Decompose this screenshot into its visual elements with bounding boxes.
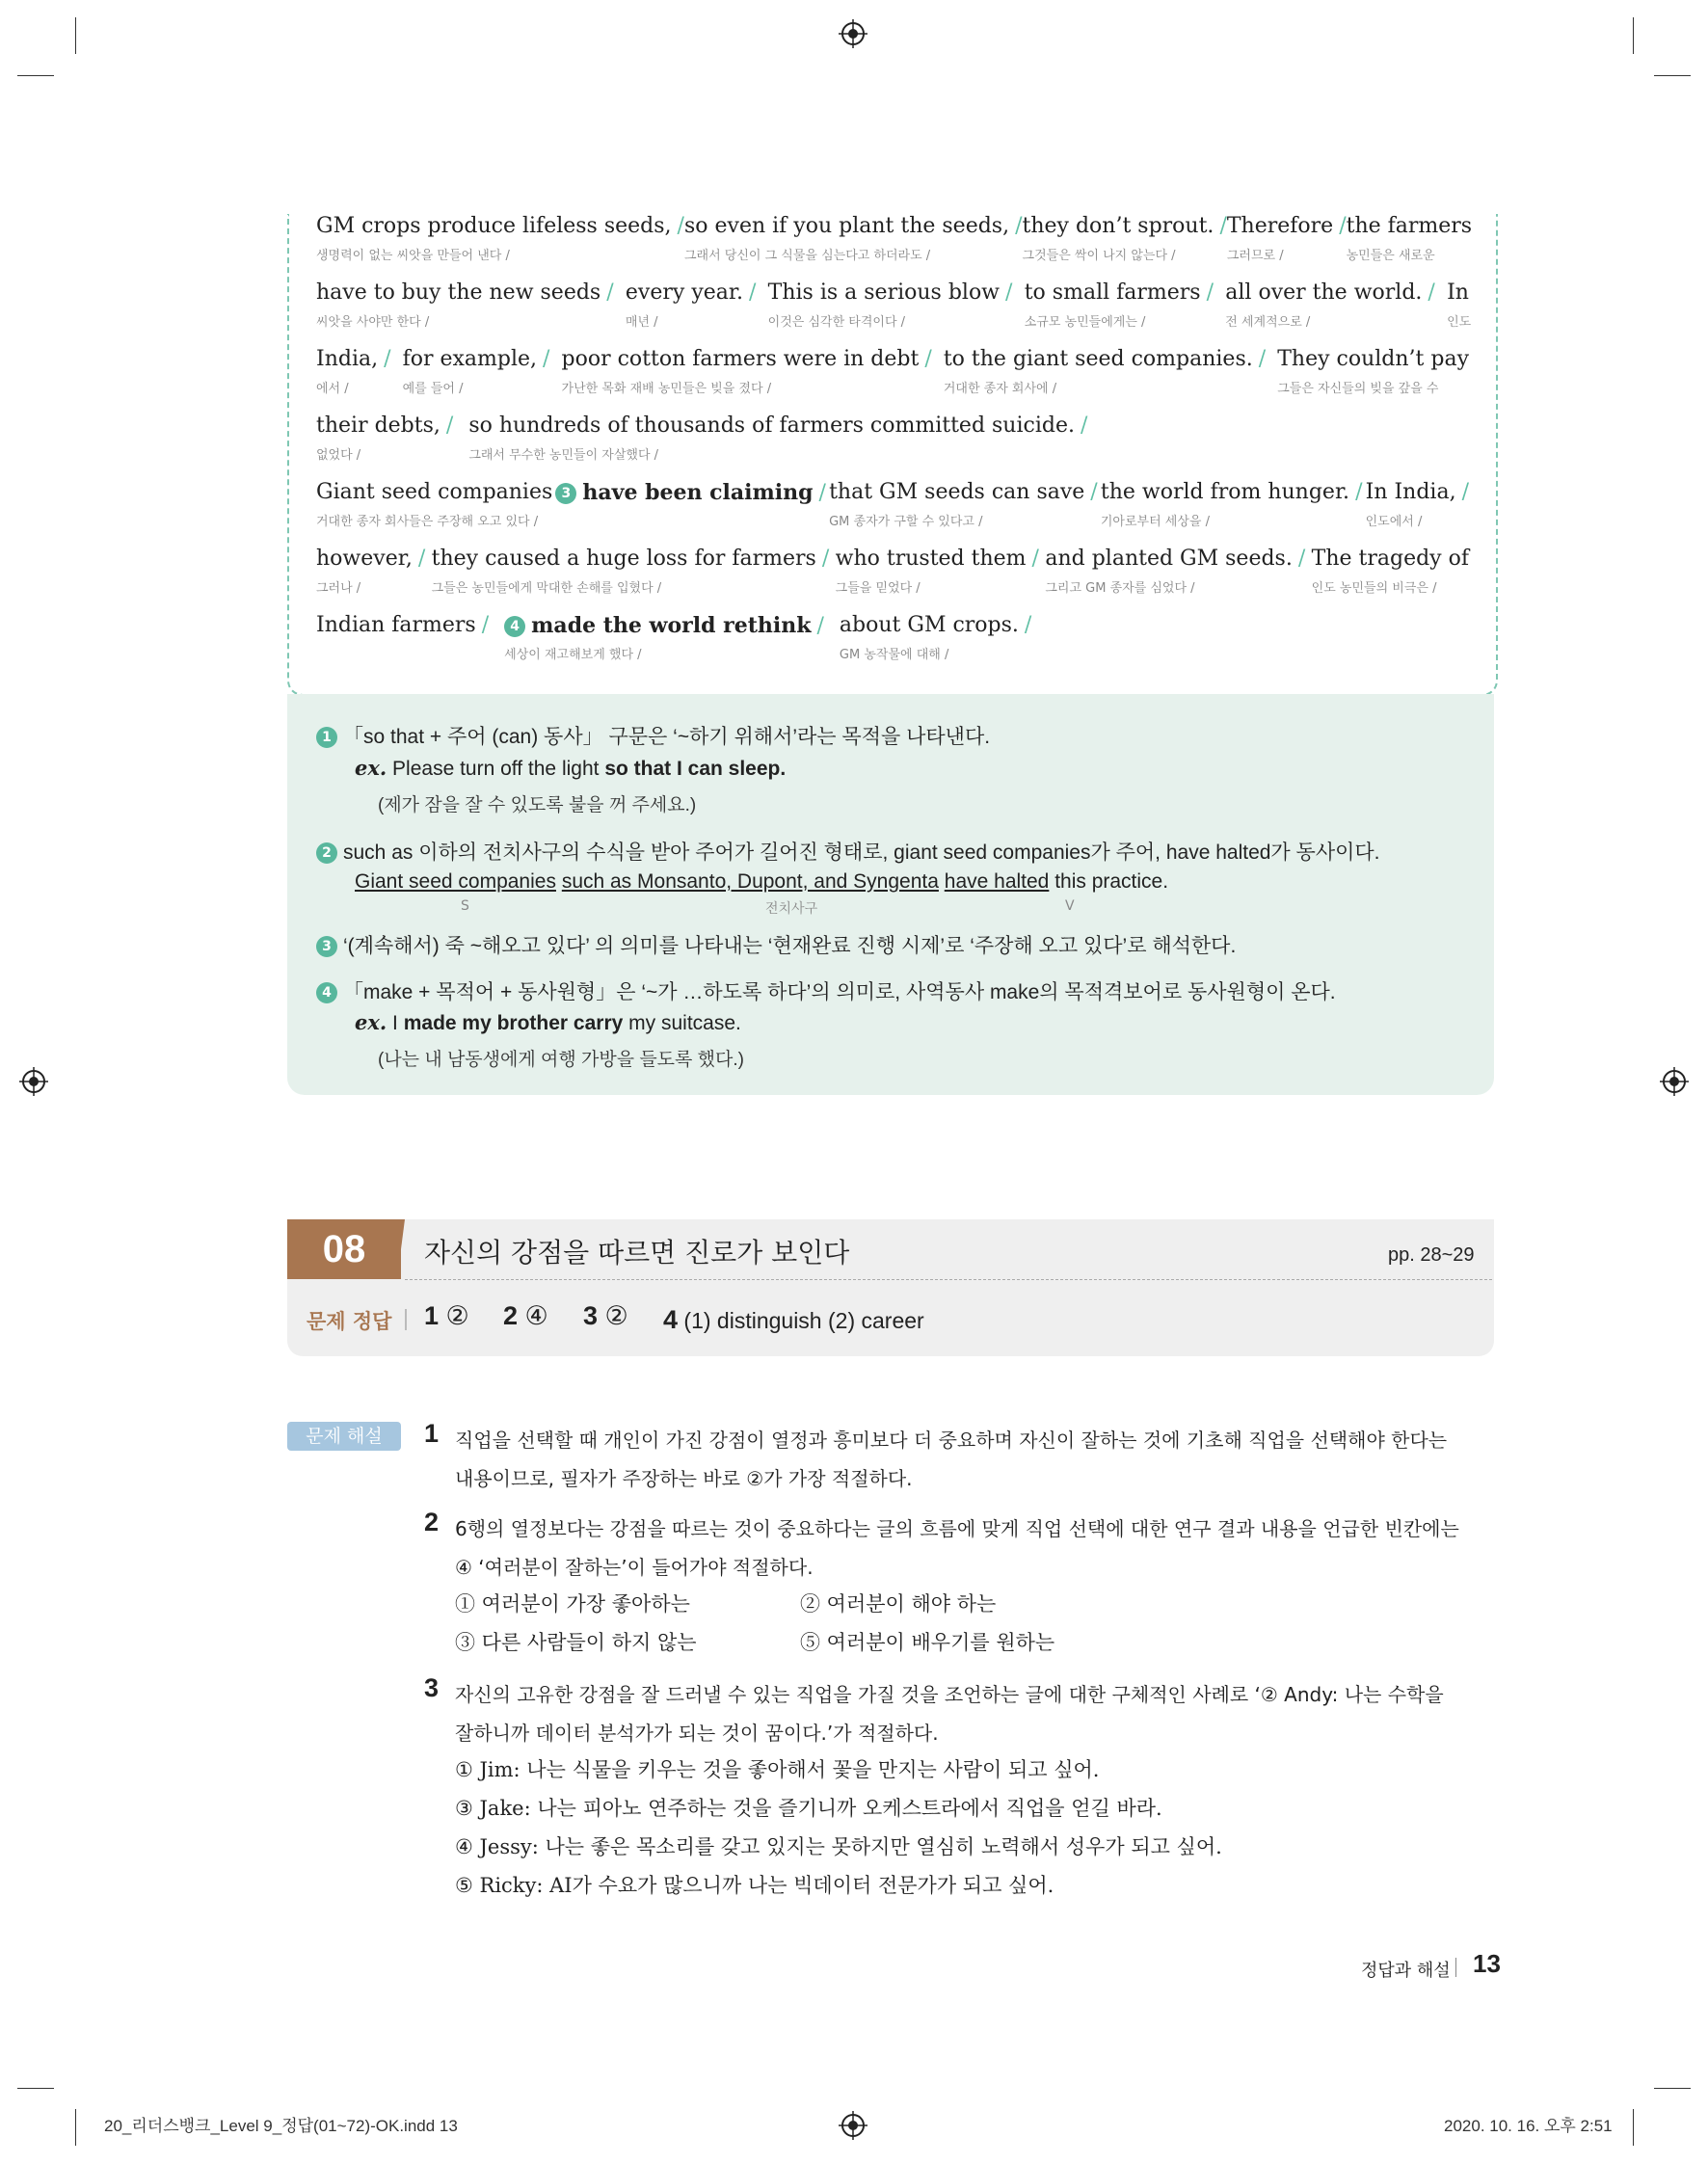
crop-mark — [1633, 17, 1634, 54]
note-text: 「make + 목적어 + 동사원형」은 ‘~가 …하도록 하다’의 의미로, 사역동사 make의 목적격보어로 동사원형이 온다. — [343, 981, 1336, 1003]
reading-line — [316, 281, 1472, 330]
note-3 — [316, 930, 1236, 959]
option-text: ② 여러분이 해야 하는 — [800, 1592, 997, 1616]
korean-gloss: GM 농작물에 대해 / — [839, 648, 949, 662]
reading-chunk — [316, 613, 489, 638]
answer-value: ② — [445, 1301, 469, 1330]
reading-line — [316, 214, 1473, 263]
english-chunk: so even if you plant the seeds, — [683, 214, 1010, 238]
reading-chunk — [555, 480, 826, 505]
example-highlight: so that I can sleep. — [604, 758, 787, 780]
example-text: Please turn off the light — [392, 758, 605, 780]
section-pages: pp. 28~29 — [1388, 1244, 1475, 1266]
chunk-divider: / — [1355, 480, 1363, 504]
print-slug: 20_리더스뱅크_Level 9_정답(01~72)-OK.indd 13 — [104, 2117, 458, 2135]
korean-gloss: GM 종자가 구할 수 있다고 / — [829, 515, 983, 529]
english-chunk: that GM seeds can save — [829, 480, 1085, 504]
verb-label: V — [1065, 898, 1075, 914]
korean-gloss: 가난한 목화 재배 농민들은 빚을 졌다 / — [561, 382, 772, 396]
registration-mark-icon — [1660, 1067, 1689, 1096]
chunk-divider: / — [481, 613, 490, 637]
verb-phrase: have halted — [944, 870, 1050, 893]
korean-gloss: 인도에서 / — [1365, 515, 1423, 529]
reading-chunk — [839, 613, 1032, 662]
english-chunk: GM crops produce lifeless seeds, — [316, 214, 672, 238]
english-chunk: so hundreds of thousands of farmers committed suicide. — [468, 414, 1075, 438]
chunk-divider: / — [677, 214, 684, 238]
reading-chunk — [1226, 214, 1347, 263]
korean-gloss: 소규모 농민들에게는 / — [1024, 315, 1146, 330]
reading-chunk — [1100, 480, 1363, 529]
example-text: my suitcase. — [623, 1012, 741, 1034]
reading-line — [316, 347, 1469, 396]
example-highlight: made my brother carry — [403, 1012, 624, 1034]
note-4-example — [355, 1010, 741, 1035]
explanation-text: 잘하니까 데이터 분석가가 되는 것이 꿈이다.’가 적절하다. — [455, 1722, 939, 1745]
crop-mark — [17, 2088, 54, 2089]
chunk-divider: / — [1031, 547, 1039, 571]
explanation-text: 자신의 고유한 강점을 잘 드러낼 수 있는 직업을 가질 것을 조언하는 글에 대한 구체적인 사례로 ‘② Andy: 나는 수학을 — [455, 1683, 1444, 1706]
korean-gloss: 거대한 종자 회사에 / — [943, 382, 1057, 396]
chunk-divider: / — [1428, 281, 1435, 305]
note-text: such as 이하의 전치사구의 수식을 받아 주어가 길어진 형태로, giant seed companies가 주어, have halted가 동사이다. — [343, 842, 1380, 864]
english-chunk: The tragedy of — [1311, 547, 1469, 571]
korean-gloss: 그러나 / — [316, 581, 361, 596]
english-chunk: to the giant seed companies. — [943, 347, 1253, 371]
chunk-divider: / — [1090, 480, 1098, 504]
english-chunk: every year. — [625, 281, 743, 305]
english-chunk: the world from hunger. — [1100, 480, 1350, 504]
english-chunk: In India, — [1365, 480, 1456, 504]
chunk-divider: / — [1258, 347, 1267, 371]
answer-value: ④ — [524, 1301, 548, 1330]
section-title: 자신의 강점을 따르면 진로가 보인다 — [424, 1237, 850, 1269]
english-chunk: however, — [316, 547, 413, 571]
explanation-text: 직업을 선택할 때 개인이 가진 강점이 열정과 흥미보다 더 중요하며 자신이 잘하는 것에 기초해 직업을 선택해야 한다는 — [455, 1429, 1448, 1452]
note-marker: 4 — [504, 616, 525, 637]
note-2 — [316, 837, 1380, 866]
explanation-badge: 문제 해설 — [287, 1422, 401, 1451]
footer-label: 정답과 해설 — [1361, 1961, 1451, 1981]
reading-chunk — [1311, 547, 1469, 596]
korean-gloss: 이것은 심각한 타격이다 / — [767, 315, 906, 330]
note-1-translation: (제가 잠을 잘 수 있도록 불을 꺼 주세요.) — [378, 795, 697, 815]
chunk-divider: / — [1339, 214, 1347, 238]
note-2-example — [355, 870, 1168, 894]
reading-chunk — [943, 347, 1267, 396]
option-text: ① 여러분이 가장 좋아하는 — [455, 1592, 690, 1616]
english-chunk: they caused a huge loss for farmers — [431, 547, 816, 571]
korean-gloss: 인도 — [1447, 315, 1472, 330]
divider — [405, 1309, 407, 1330]
reading-chunk — [316, 281, 614, 330]
prep-phrase-label: 전치사구 — [765, 901, 818, 917]
answer-number: 3 — [583, 1301, 599, 1330]
option-text: ③ 다른 사람들이 하지 않는 — [455, 1631, 697, 1654]
korean-gloss: 그래서 무수한 농민들이 자살했다 / — [468, 448, 659, 463]
chunk-divider: / — [748, 281, 757, 305]
answer-number: 4 — [663, 1305, 679, 1334]
english-chunk: India, — [316, 347, 379, 371]
reading-chunk — [468, 414, 1088, 463]
answer-label: 문제 정답 — [307, 1310, 392, 1333]
registration-mark-icon — [839, 2111, 867, 2140]
chunk-divider: / — [543, 347, 550, 371]
registration-mark-icon — [839, 19, 867, 48]
korean-gloss: 없었다 / — [316, 448, 361, 463]
reading-chunk — [316, 347, 391, 396]
korean-gloss: 전 세계적으로 / — [1225, 315, 1311, 330]
explanation-text: ④ ‘여러분이 잘하는’이 들어가야 적절하다. — [455, 1556, 814, 1579]
korean-gloss: 그리고 GM 종자를 심었다 / — [1045, 581, 1195, 596]
crop-mark — [1654, 2088, 1691, 2089]
english-chunk: made the world rethink — [531, 613, 812, 638]
prepositional-phrase: such as Monsanto, Dupont, and Syngenta — [561, 870, 939, 893]
subject-label: S — [461, 898, 469, 914]
reading-chunk — [625, 281, 757, 330]
reading-chunk — [561, 347, 932, 396]
reading-chunk — [316, 214, 684, 263]
reading-chunk — [1225, 281, 1435, 330]
answer-item — [503, 1301, 548, 1331]
note-number: 2 — [316, 842, 337, 864]
korean-gloss: 생명력이 없는 씨앗을 만들어 낸다 / — [316, 249, 510, 263]
option-text: ⑤ 여러분이 배우기를 원하는 — [800, 1631, 1055, 1654]
reading-chunk — [835, 547, 1039, 596]
chunk-divider: / — [1297, 547, 1306, 571]
explanation-text: 내용이므로, 필자가 주장하는 바로 ②가 가장 적절하다. — [455, 1467, 913, 1490]
reading-chunk — [1277, 347, 1469, 396]
chunk-divider: / — [1005, 281, 1013, 305]
reading-chunk — [767, 281, 1013, 330]
note-number: 1 — [316, 727, 337, 748]
reading-chunk — [1024, 281, 1214, 330]
korean-gloss: 예를 들어 / — [402, 382, 464, 396]
question-number: 1 — [424, 1419, 440, 1448]
reading-chunk — [504, 613, 824, 662]
crop-mark — [17, 75, 54, 76]
note-text: 「so that + 주어 (can) 동사」 구문은 ‘~하기 위해서’라는 목적을 나타낸다. — [343, 726, 991, 748]
english-chunk: the farmers — [1346, 214, 1473, 238]
english-chunk: poor cotton farmers were in debt — [561, 347, 920, 371]
option-text: ⑤ Ricky: AI가 수요가 많으니까 나는 빅데이터 전문가가 되고 싶어. — [455, 1874, 1054, 1897]
korean-gloss: 에서 / — [316, 382, 349, 396]
korean-gloss: 그러므로 / — [1226, 249, 1284, 263]
chunk-divider: / — [1219, 214, 1227, 238]
korean-gloss: 기아로부터 세상을 / — [1100, 515, 1210, 529]
reading-chunk — [1447, 281, 1472, 330]
chunk-divider: / — [1461, 480, 1469, 504]
reading-chunk — [683, 214, 1023, 263]
answer-number: 2 — [503, 1301, 519, 1330]
option-text: ③ Jake: 나는 피아노 연주하는 것을 즐기니까 오케스트라에서 직업을 얻길 바라. — [455, 1797, 1162, 1820]
chunk-divider: / — [606, 281, 614, 305]
chunk-divider: / — [417, 547, 426, 571]
english-chunk: they don’t sprout. — [1022, 214, 1214, 238]
question-number: 3 — [424, 1673, 440, 1702]
divider — [405, 1279, 1492, 1280]
korean-gloss: 매년 / — [625, 315, 658, 330]
reading-chunk — [402, 347, 550, 396]
chunk-divider: / — [816, 614, 824, 638]
note-text: ‘(계속해서) 죽 ~해오고 있다’ 의 의미를 나타내는 ‘현재완료 진행 시제’로 ‘주장해 오고 있다’로 해석한다. — [343, 935, 1237, 957]
note-number: 3 — [316, 936, 337, 957]
chunk-divider: / — [1024, 613, 1032, 637]
korean-gloss: 농민들은 새로운 — [1346, 249, 1435, 263]
english-chunk: This is a serious blow — [767, 281, 1001, 305]
example-text: this practice. — [1049, 870, 1169, 893]
section-number-tab — [397, 1219, 405, 1279]
crop-mark — [75, 17, 76, 54]
option-text: ④ Jessy: 나는 좋은 목소리를 갖고 있지는 못하지만 열심히 노력해서 성우가 되고 싶어. — [455, 1835, 1222, 1858]
korean-gloss: 거대한 종자 회사들은 주장해 오고 있다 / — [316, 515, 539, 529]
example-text: I — [392, 1012, 404, 1034]
english-chunk: about GM crops. — [839, 613, 1019, 637]
answer-item — [663, 1305, 924, 1335]
reading-line — [316, 547, 1469, 596]
reading-chunk — [316, 480, 553, 529]
english-chunk: for example, — [402, 347, 538, 371]
registration-mark-icon — [19, 1067, 48, 1096]
korean-gloss: 그들은 농민들에게 막대한 손해를 입혔다 / — [431, 581, 662, 596]
note-number: 4 — [316, 982, 337, 1003]
reading-chunk — [1022, 214, 1227, 263]
print-slug-date: 2020. 10. 16. 오후 2:51 — [1444, 2117, 1613, 2135]
korean-gloss: 세상이 재고해보게 했다 / — [504, 648, 642, 662]
english-chunk: their debts, — [316, 414, 440, 438]
korean-gloss: 인도 농민들의 비극은 / — [1311, 581, 1437, 596]
english-chunk: to small farmers — [1024, 281, 1201, 305]
note-1-example — [355, 756, 786, 781]
reading-chunk — [431, 547, 830, 596]
english-chunk: have been claiming — [582, 480, 814, 505]
chunk-divider: / — [1080, 414, 1088, 438]
chunk-divider: / — [384, 347, 391, 371]
reading-chunk — [1045, 547, 1306, 596]
korean-gloss: 그래서 당신이 그 식물을 심는다고 하더라도 / — [683, 249, 931, 263]
reading-line — [316, 480, 1469, 529]
english-chunk: Indian farmers — [316, 613, 476, 637]
section-number: 08 — [287, 1219, 401, 1279]
korean-gloss: 그들을 믿었다 / — [835, 581, 921, 596]
chunk-divider: / — [445, 414, 454, 438]
korean-gloss: 씨앗을 사야만 한다 / — [316, 315, 430, 330]
english-chunk: who trusted them — [835, 547, 1027, 571]
explanation-text: 6행의 열정보다는 강점을 따르는 것이 중요하다는 글의 흐름에 맞게 직업 선택에 대한 연구 결과 내용을 언급한 빈칸에는 — [455, 1517, 1459, 1540]
note-1 — [316, 721, 990, 750]
reading-chunk — [316, 414, 454, 463]
chunk-divider: / — [1015, 214, 1023, 238]
page-number: 13 — [1473, 1949, 1501, 1978]
chunk-divider: / — [821, 547, 830, 571]
crop-mark — [1654, 75, 1691, 76]
crop-mark — [1633, 2109, 1634, 2146]
example-mark: ex. — [355, 756, 387, 780]
reading-line — [316, 613, 1469, 662]
chunk-divider: / — [1206, 281, 1214, 305]
english-chunk: Therefore — [1226, 214, 1334, 238]
english-chunk: have to buy the new seeds — [316, 281, 601, 305]
chunk-divider: / — [818, 481, 826, 505]
answer-number: 1 — [424, 1301, 440, 1330]
chunk-divider: / — [924, 347, 932, 371]
english-chunk: In — [1447, 281, 1469, 305]
crop-mark — [75, 2109, 76, 2146]
reading-chunk — [829, 480, 1098, 529]
korean-gloss: 그것들은 싹이 나지 않는다 / — [1022, 249, 1176, 263]
note-4-translation: (나는 내 남동생에게 여행 가방을 들도록 했다.) — [378, 1050, 744, 1070]
question-number: 2 — [424, 1508, 440, 1536]
note-marker: 3 — [555, 483, 576, 504]
subject-phrase: Giant seed companies — [355, 870, 556, 893]
reading-chunk — [1365, 480, 1469, 529]
english-chunk: Giant seed companies — [316, 480, 553, 504]
english-chunk: They couldn’t pay — [1277, 347, 1469, 371]
option-text: ① Jim: 나는 식물을 키우는 것을 좋아해서 꽃을 만지는 사람이 되고 싶어. — [455, 1758, 1100, 1781]
answer-value: (1) distinguish (2) career — [683, 1308, 924, 1333]
reading-chunk — [316, 547, 426, 596]
english-chunk: and planted GM seeds. — [1045, 547, 1293, 571]
answer-item — [583, 1301, 628, 1331]
note-4 — [316, 976, 1336, 1005]
divider — [1455, 1958, 1456, 1977]
reading-chunk — [1346, 214, 1473, 263]
answer-item — [424, 1301, 469, 1331]
korean-gloss: 그들은 자신들의 빚을 갚을 수 — [1277, 382, 1439, 396]
example-mark: ex. — [355, 1010, 387, 1034]
reading-line — [316, 414, 1469, 463]
english-chunk: all over the world. — [1225, 281, 1423, 305]
answer-value: ② — [604, 1301, 628, 1330]
